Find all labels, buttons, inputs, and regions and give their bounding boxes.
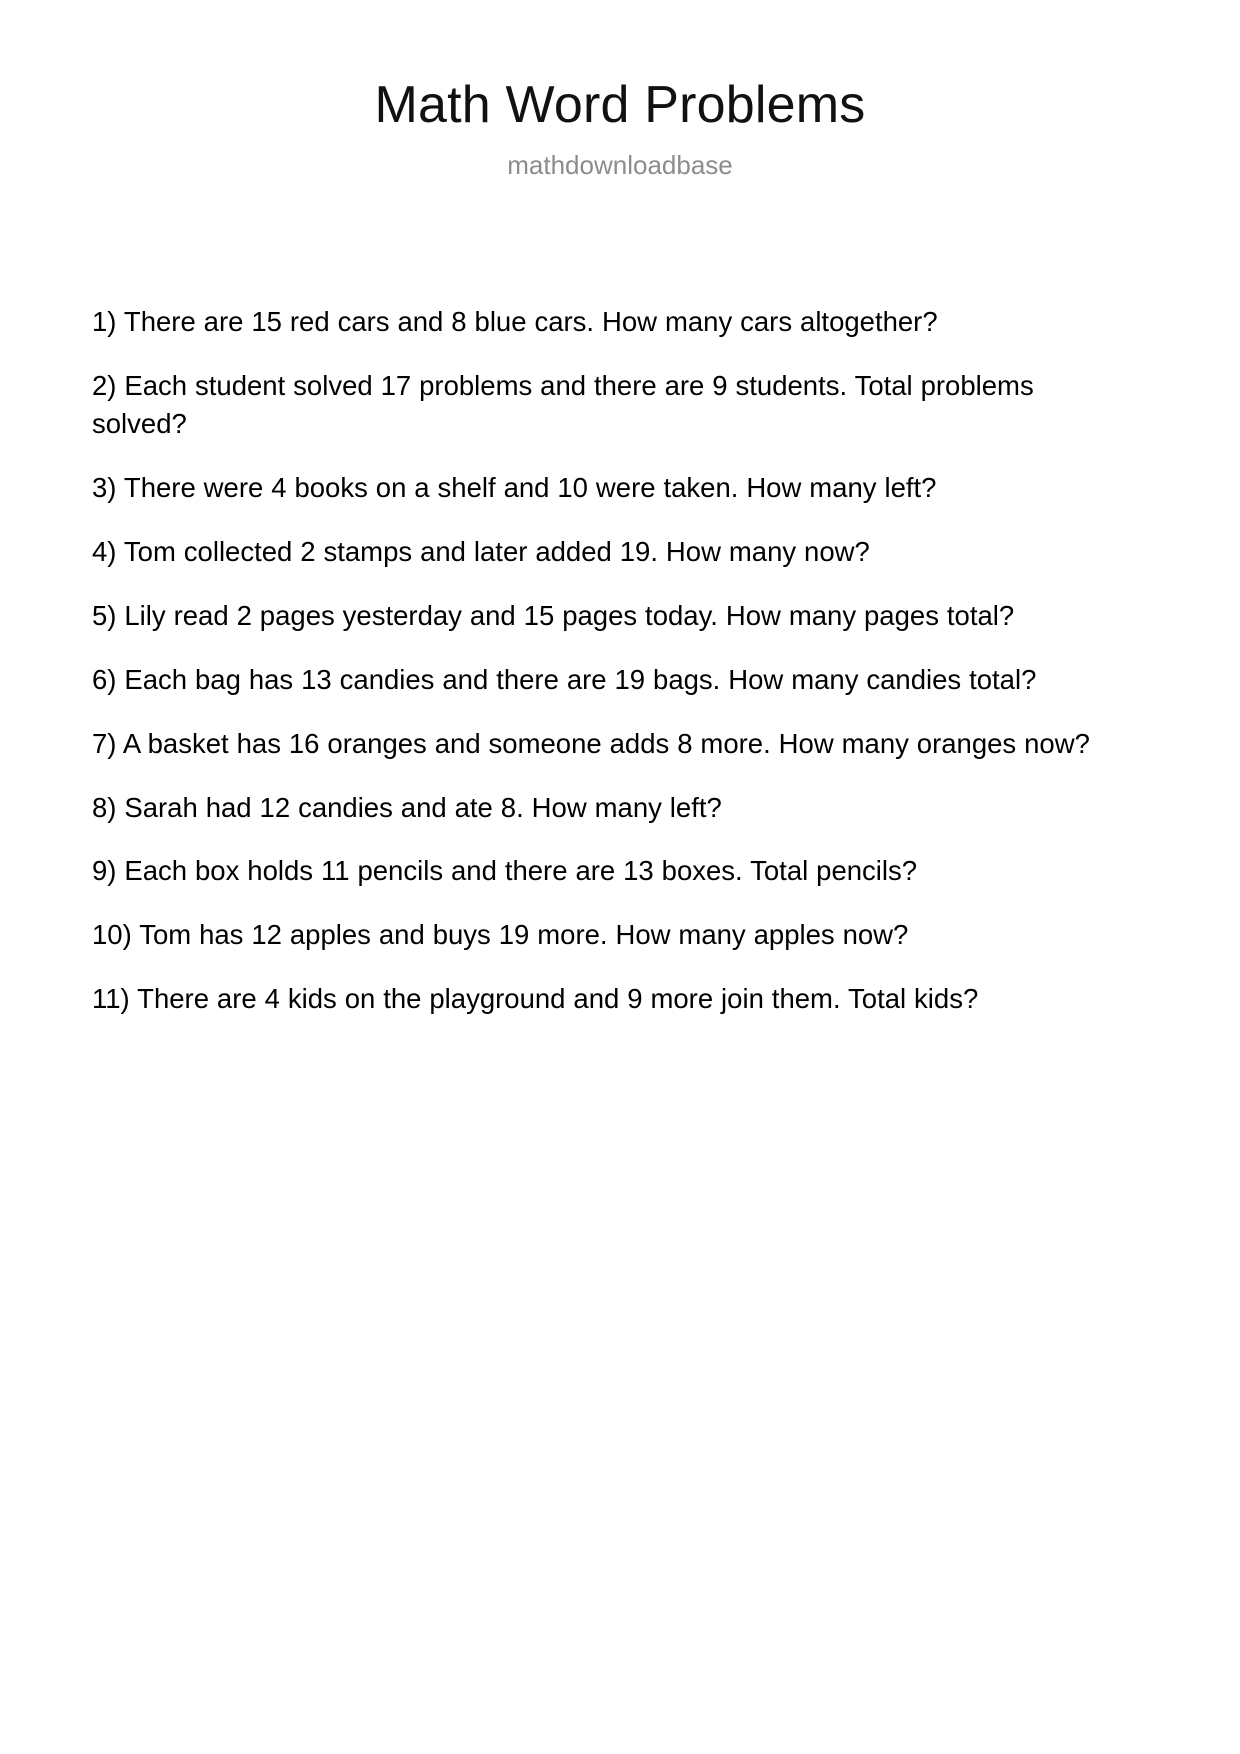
list-item: 2) Each student solved 17 problems and there are 9 students. Total problems solved? <box>92 369 1034 439</box>
list-item: 1) There are 15 red cars and 8 blue cars. How many cars altogether? <box>92 306 938 337</box>
list-item: 5) Lily read 2 pages yesterday and 15 pages today. How many pages total? <box>92 599 1015 631</box>
list-item: 4) Tom collected 2 stamps and later added 19. How many now? <box>92 535 870 567</box>
list-item: 6) Each bag has 13 candies and there are 19 bags. How many candies total? <box>92 663 1037 695</box>
list-item: 11) There are 4 kids on the playground and 9 more join them. Total kids? <box>92 983 979 1015</box>
list-item: 3) There were 4 books on a shelf and 10 were taken. How many left? <box>92 471 937 503</box>
list-item: 10) Tom has 12 apples and buys 19 more. How many apples now? <box>92 919 909 951</box>
problem-list <box>92 303 1148 1018</box>
list-item: 8) Sarah had 12 candies and ate 8. How many left? <box>92 791 722 823</box>
list-item: 7) A basket has 16 oranges and someone adds 8 more. How many oranges now? <box>92 727 1090 759</box>
list-item: 9) Each box holds 11 pencils and there are 13 boxes. Total pencils? <box>92 855 918 887</box>
page-subtitle: mathdownloadbase <box>507 150 733 181</box>
worksheet-header <box>0 0 1240 181</box>
page-title: Math Word Problems <box>374 76 866 134</box>
